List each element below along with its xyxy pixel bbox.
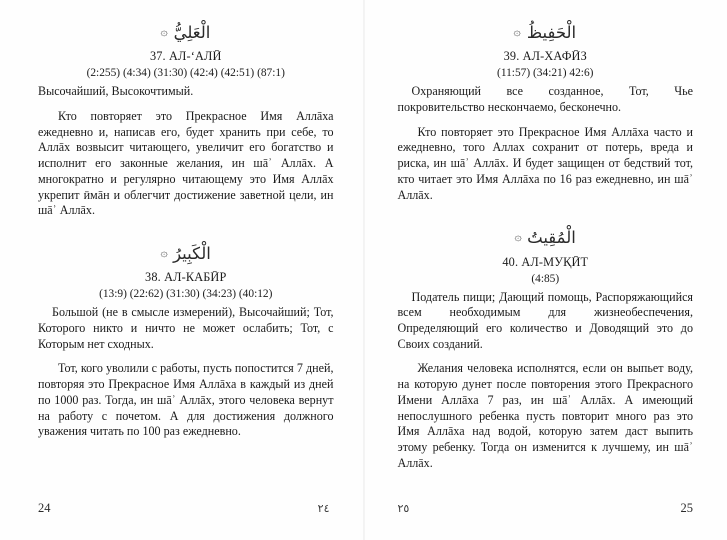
arabic-divine-name: الْمُقِيتُ: [527, 228, 576, 248]
arabic-divine-name: الْعَلِيُّ: [173, 23, 211, 42]
name-title-37: 37. АЛ-ʻАЛӢ: [149, 49, 222, 64]
right-page-footer: [364, 501, 727, 516]
body-paragraph-38: Тот, кого уволили с работы, пусть попостится 7 дней, повторяя это Прекрасное Имя Аллāха в каждый из дней по 1000 раз. Тогда, ин шāʾ Аллāх, этого человека вернут на работу с почетом. А для достижения должного уважения читать по 100 раз ежедневно.: [38, 361, 334, 439]
floral-ornament-icon: ۞: [160, 246, 168, 260]
arabic-heading-38: [38, 243, 334, 265]
name-title-40: 40. АЛ-МУҚӢТ: [502, 254, 589, 269]
right-page: [364, 0, 727, 540]
page-number-arabic: ٢٥: [397, 502, 410, 515]
arabic-heading-40: [398, 227, 694, 249]
arabic-heading-37: [38, 22, 334, 44]
quran-references-38: (13:9) (22:62) (31:30) (34:23) (40:12): [99, 288, 273, 301]
entry-39: [398, 22, 694, 203]
quran-references-37: (2:255) (4:34) (31:30) (42:4) (42:51) (87:1): [86, 67, 285, 80]
entry-separator: [398, 213, 694, 227]
name-title-38: 38. АЛ-КАБӢР: [145, 270, 227, 285]
name-title-39: 39. АЛ-ХАФӢЗ: [503, 49, 587, 64]
definition-40: Податель пищи; Дающий помощь, Распоряжающийся всем необходимым для жизнеобеспечения, Определяющий его количество и Доводящий это до Своих созданий.: [397, 289, 693, 351]
definition-38: Большой (не в смысле измерений), Высочайший; Тот, Которого никто и ничто не может ослабить; Тот, с Которым нет сходных.: [38, 305, 334, 351]
floral-ornament-icon: ۞: [514, 230, 522, 244]
floral-ornament-icon: ۞: [160, 25, 169, 38]
page-number-arabic: ٢٤: [317, 502, 330, 515]
quran-references-39: (11:57) (34:21) 42:6): [497, 67, 594, 80]
arabic-divine-name: الْحَفِيظُ: [526, 23, 577, 42]
left-page-footer: [0, 501, 364, 516]
arabic-heading-39: [398, 22, 694, 44]
body-paragraph-39: Кто повторяет это Прекрасное Имя Аллāха часто и ежедневно, того Аллах сохранит от потерь, вреда и риска, ин шāʾ Аллāх. И будет защищен от бедствий тот, кто читает это Имя Аллāха по 16 раз ежедневно, ин шāʾ Аллāх.: [397, 124, 693, 202]
arabic-divine-name: الْكَبِيرُ: [173, 244, 211, 264]
body-paragraph-37: Кто повторяет это Прекрасное Имя Аллāха ежедневно и, написав его, будет хранить при себе, то Аллāх возвысит читающего, увеличит его богатство и исполнит его законные желания, ин шāʾ Аллāх. А многократно и регулярно читающему это Имя Аллāх укрепит ӣмāн и облегчит достижение заветной цели, ин шāʾ Аллāх.: [38, 108, 334, 218]
page-number-latin: 25: [680, 501, 693, 515]
definition-39: Охраняющий все созданное, Тот, Чье покровительство нескончаемо, бесконечно.: [397, 84, 693, 114]
page-number-latin: 24: [38, 501, 51, 515]
quran-references-40: (4:85): [531, 272, 560, 285]
entry-separator: [38, 229, 334, 243]
definition-37: Высочайший, Высокочтимый.: [38, 84, 194, 99]
entry-40: [398, 227, 694, 471]
body-paragraph-40: Желания человека исполнятся, если он выпьет воду, на которую дунет после повторения этого Прекрасного Имени Аллāха 7 раз, ин шāʾ Аллāх. А имеющий непослушного ребенка пусть повторит много раз это Имя Аллāха над водой, которую затем даст выпить этому ребенку. Тогда он изменится к лучшему, ин шāʾ Аллāх.: [397, 361, 693, 470]
entry-37: [38, 22, 334, 219]
floral-ornament-icon: ۞: [513, 25, 522, 38]
entry-38: [38, 243, 334, 440]
